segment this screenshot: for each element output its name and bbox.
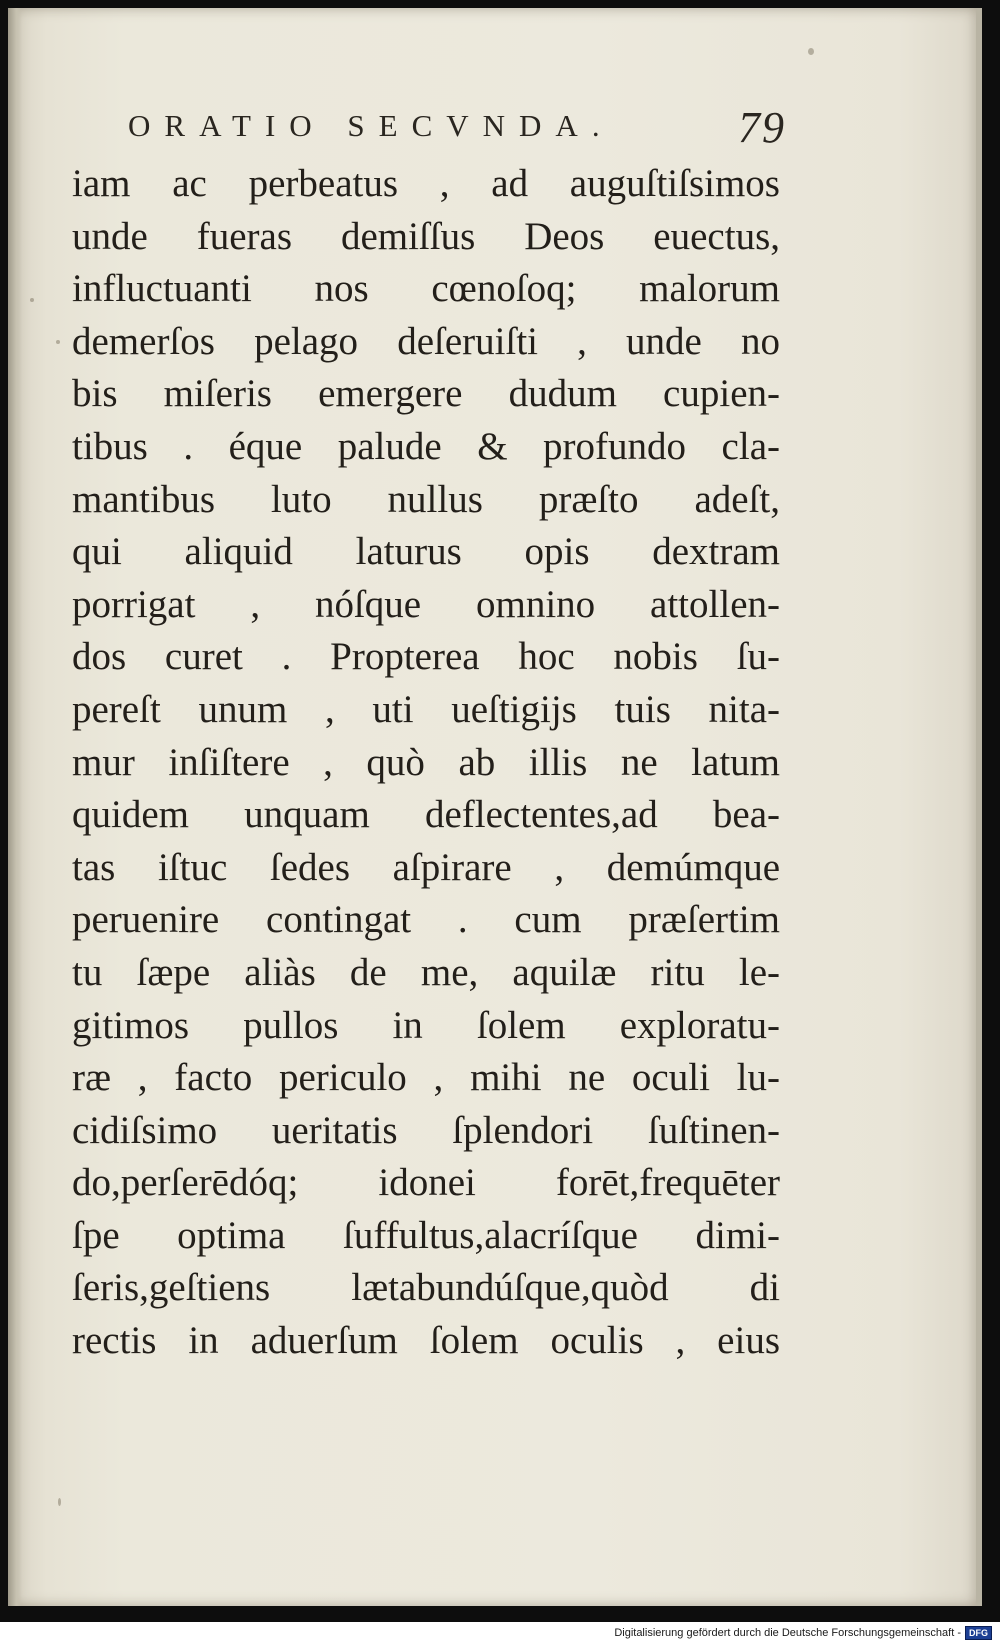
text-line: do,perſerēdóq; idonei forēt,frequēter	[72, 1161, 780, 1205]
text-line: porrigat , nóſque omnino attollen-	[72, 582, 780, 626]
page-number: 79	[738, 103, 786, 152]
text-line: pereſt unum , uti ueſtigijs tuis nita-	[72, 687, 780, 731]
text-line: tas iſtuc ſedes aſpirare , demúmque	[72, 845, 780, 889]
text-line: bis miſeris emergere dudum cupien-	[72, 372, 780, 416]
page-gutter-edge	[8, 8, 22, 1606]
paper-spot	[808, 48, 814, 55]
text-line: tu ſæpe aliàs de me, aquilæ ritu le-	[72, 950, 780, 994]
running-head: ORATIO SECVNDA.	[128, 108, 614, 143]
paper-spot	[56, 340, 60, 344]
text-line: unde fueras demiſſus Deos euectus,	[72, 214, 780, 258]
text-line: iam ac perbeatus , ad auguſtiſsimos	[72, 162, 780, 205]
text-line: influctuanti nos cœnoſoq; malorum	[72, 267, 780, 311]
dfg-logo: DFG	[965, 1626, 992, 1640]
text-line: demerſos pelago deſeruiſti , unde no	[72, 319, 780, 363]
page-header	[120, 102, 790, 154]
text-line: ræ , facto periculo , mihi ne oculi lu-	[72, 1056, 780, 1100]
text-line: qui aliquid laturus opis dextram	[72, 530, 780, 574]
paper-spot	[58, 1498, 61, 1506]
credit-text: Digitalisierung gefördert durch die Deutsche Forschungsgemeinschaft -	[614, 1627, 961, 1639]
text-line: ſeris,geſtiens lætabundúſque,quòd di	[72, 1266, 780, 1310]
body-text	[72, 158, 780, 1368]
text-line: ſpe optima ſuffultus,alacríſque dimi-	[72, 1213, 780, 1257]
text-line: rectis in aduerſum ſolem oculis , eius	[72, 1319, 780, 1363]
text-line: tibus . éque palude & profundo cla-	[72, 424, 780, 468]
digitization-credit	[614, 1626, 992, 1640]
text-line: peruenire contingat . cum præſertim	[72, 898, 780, 942]
text-line: mantibus luto nullus præſto adeſt,	[72, 477, 780, 521]
book-page	[8, 8, 982, 1606]
text-line: cidiſsimo ueritatis ſplendori ſuſtinen-	[72, 1108, 780, 1152]
text-line: dos curet . Propterea hoc nobis ſu-	[72, 635, 780, 679]
text-line: gitimos pullos in ſolem exploratu-	[72, 1003, 780, 1047]
text-line: mur inſiſtere , quò ab illis ne latum	[72, 740, 780, 784]
text-line: quidem unquam deflectentes,ad bea-	[72, 793, 780, 837]
paper-spot	[30, 298, 34, 302]
